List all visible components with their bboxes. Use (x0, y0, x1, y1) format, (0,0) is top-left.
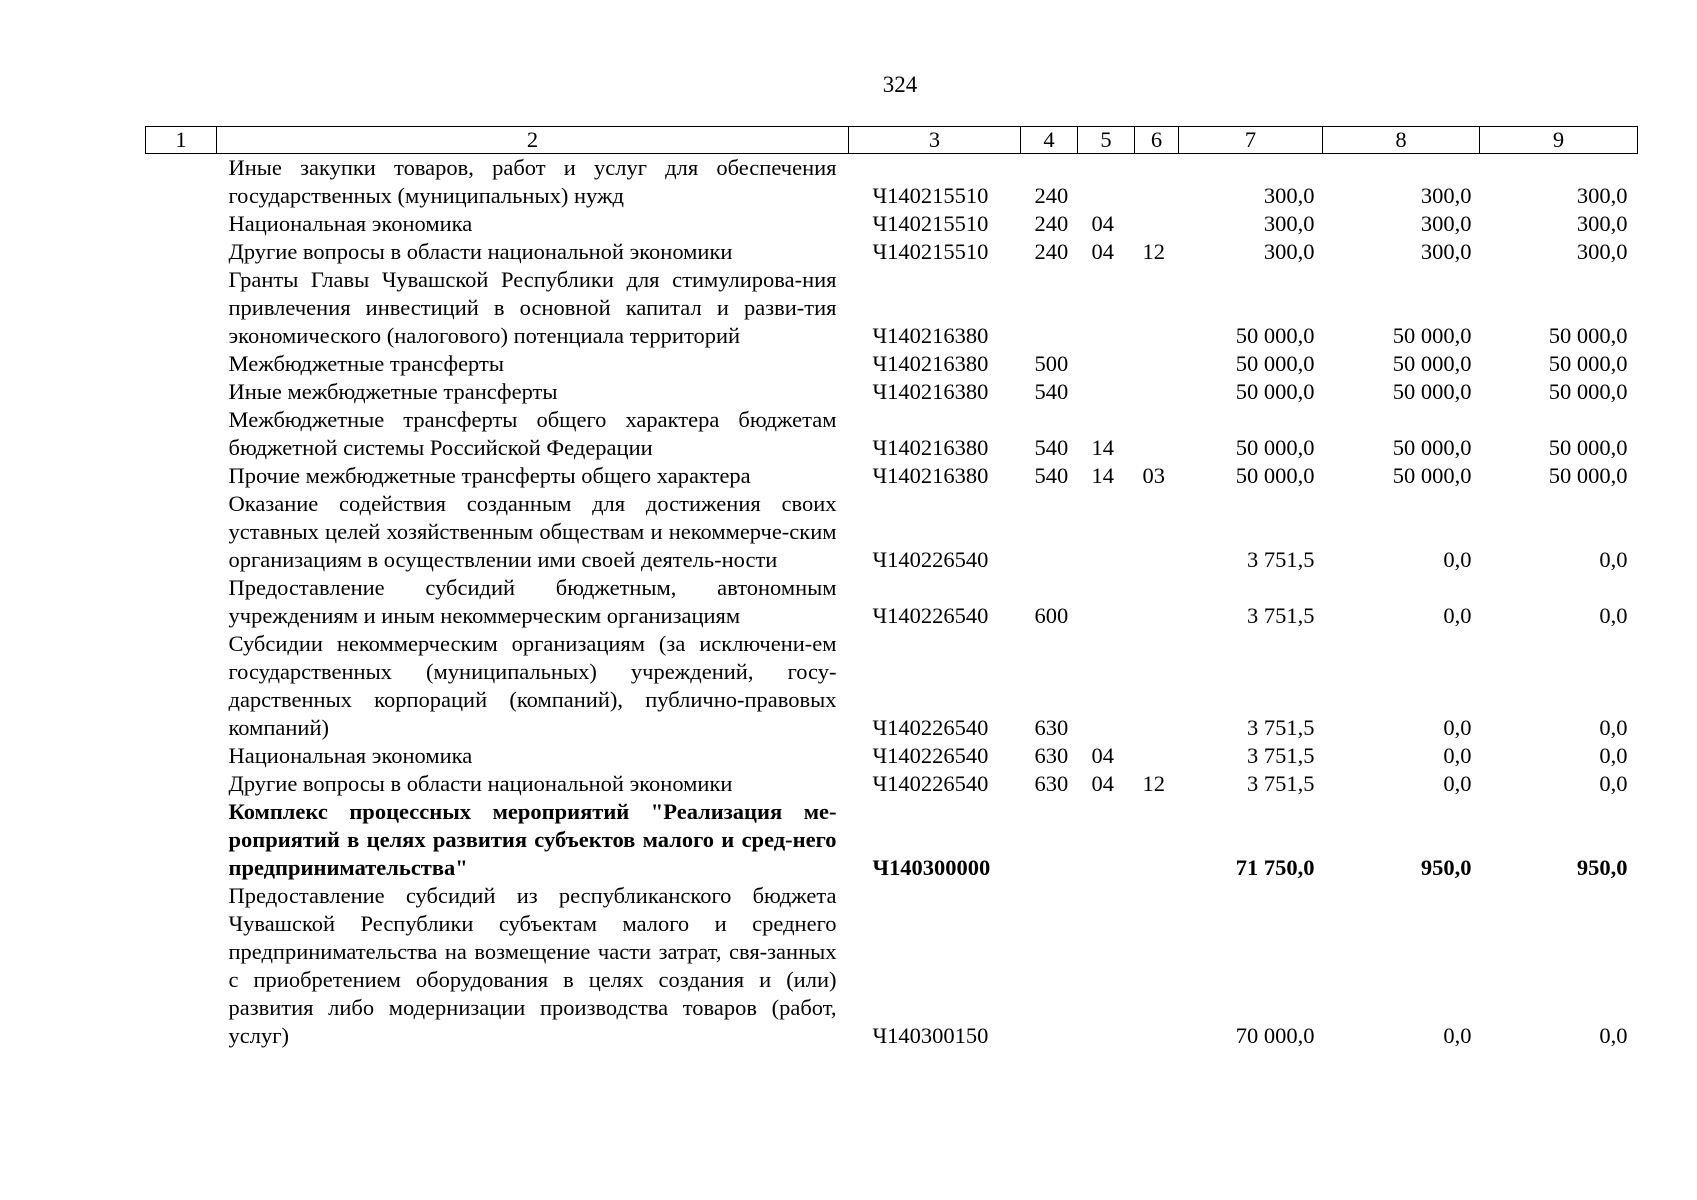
row-amount-2: 50 000,0 (1392, 435, 1472, 460)
row-col-1 (146, 406, 217, 462)
row-amount-2: 300,0 (1420, 211, 1472, 236)
row-amount-1: 3 751,5 (1247, 547, 1315, 572)
row-amount-1: 50 000,0 (1235, 435, 1315, 460)
row-col-1 (146, 742, 217, 770)
row-vr-code: 540 (1034, 463, 1069, 488)
row-rz-code (1078, 798, 1135, 882)
row-name: Межбюджетные трансферты (228, 351, 504, 376)
row-pr-code (1135, 882, 1179, 1050)
header-col-6: 6 (1135, 127, 1179, 154)
row-vr-code: 600 (1034, 603, 1069, 628)
row-pr-code: 12 (1142, 239, 1165, 264)
row-pr-code (1135, 378, 1179, 406)
header-row (146, 127, 1638, 154)
row-amount-1: 3 751,5 (1247, 715, 1315, 740)
row-col-1 (146, 350, 217, 378)
row-col-1 (146, 266, 217, 350)
row-amount-3: 0,0 (1599, 743, 1628, 768)
row-amount-2: 0,0 (1443, 603, 1472, 628)
row-name: Иные межбюджетные трансферты (228, 379, 558, 404)
row-csr-code: Ч140226540 (872, 547, 989, 572)
row-name: Прочие межбюджетные трансферты общего характера (228, 463, 751, 488)
row-csr-code: Ч140215510 (872, 183, 989, 208)
row-rz-code: 14 (1091, 435, 1114, 460)
header-col-7: 7 (1179, 127, 1323, 154)
table-row (146, 406, 1638, 462)
table-row (146, 770, 1638, 798)
row-vr-code: 630 (1034, 715, 1069, 740)
table-row (146, 238, 1638, 266)
row-col-1 (146, 770, 217, 798)
row-rz-code: 04 (1091, 239, 1114, 264)
header-col-4: 4 (1021, 127, 1078, 154)
row-col-1 (146, 462, 217, 490)
row-amount-1: 300,0 (1263, 211, 1315, 236)
row-csr-code: Ч140216380 (872, 351, 989, 376)
table-row (146, 210, 1638, 238)
row-amount-2: 0,0 (1443, 1023, 1472, 1048)
row-rz-code: 14 (1091, 463, 1114, 488)
header-col-3: 3 (849, 127, 1021, 154)
row-col-1 (146, 798, 217, 882)
page-number: 324 (882, 72, 918, 97)
row-amount-3: 0,0 (1599, 771, 1628, 796)
row-amount-1: 50 000,0 (1235, 323, 1315, 348)
row-name: Межбюджетные трансферты общего характера бюджетам бюджетной системы Российской Федерации (228, 407, 837, 460)
table-row (146, 154, 1638, 211)
row-rz-code: 04 (1091, 211, 1114, 236)
table-row (146, 490, 1638, 574)
row-vr-code: 240 (1034, 239, 1069, 264)
row-name: Иные закупки товаров, работ и услуг для обеспечения государственных (муниципальных) нужд (228, 155, 837, 208)
header-col-2: 2 (217, 127, 849, 154)
row-amount-3: 300,0 (1576, 211, 1628, 236)
row-amount-3: 50 000,0 (1548, 323, 1628, 348)
row-name: Национальная экономика (228, 743, 473, 768)
row-amount-1: 70 000,0 (1235, 1023, 1315, 1048)
header-col-8: 8 (1323, 127, 1480, 154)
table-row (146, 574, 1638, 630)
budget-table (145, 126, 1638, 1050)
row-name: Национальная экономика (228, 211, 473, 236)
row-amount-2: 300,0 (1420, 239, 1472, 264)
row-rz-code (1078, 574, 1135, 630)
row-pr-code (1135, 490, 1179, 574)
row-vr-code: 500 (1034, 351, 1069, 376)
row-amount-1: 3 751,5 (1247, 771, 1315, 796)
row-amount-3: 50 000,0 (1548, 463, 1628, 488)
row-amount-1: 50 000,0 (1235, 351, 1315, 376)
row-amount-1: 50 000,0 (1235, 379, 1315, 404)
row-name: Другие вопросы в области национальной экономики (228, 771, 733, 796)
row-amount-3: 50 000,0 (1548, 351, 1628, 376)
row-amount-3: 300,0 (1576, 239, 1628, 264)
row-col-1 (146, 490, 217, 574)
row-vr-code: 240 (1034, 183, 1069, 208)
row-name: Другие вопросы в области национальной экономики (228, 239, 733, 264)
row-csr-code: Ч140226540 (872, 603, 989, 628)
row-name: Комплекс процессных мероприятий "Реализация ме-роприятий в целях развития субъектов малого и сред-него предпринимательства" (228, 799, 837, 880)
table-row (146, 630, 1638, 742)
row-amount-3: 300,0 (1576, 183, 1628, 208)
row-col-1 (146, 882, 217, 1050)
row-csr-code: Ч140300150 (872, 1023, 989, 1048)
row-vr-code: 630 (1034, 743, 1069, 768)
row-vr-code: 540 (1034, 379, 1069, 404)
row-amount-3: 0,0 (1599, 603, 1628, 628)
table-body (146, 154, 1638, 1051)
row-col-1 (146, 378, 217, 406)
row-amount-1: 3 751,5 (1247, 743, 1315, 768)
row-rz-code: 04 (1091, 743, 1114, 768)
row-csr-code: Ч140300000 (872, 855, 991, 880)
row-rz-code (1078, 266, 1135, 350)
table-header (146, 127, 1638, 154)
row-rz-code: 04 (1091, 771, 1114, 796)
row-rz-code (1078, 490, 1135, 574)
row-rz-code (1078, 882, 1135, 1050)
row-name: Гранты Главы Чувашской Республики для стимулирова-ния привлечения инвестиций в основной капитал и разви-тия экономического (налогового) потенциала территорий (228, 267, 837, 348)
table-row (146, 350, 1638, 378)
row-pr-code (1135, 350, 1179, 378)
row-rz-code (1078, 630, 1135, 742)
row-pr-code (1135, 798, 1179, 882)
row-csr-code: Ч140215510 (872, 211, 989, 236)
row-csr-code: Ч140216380 (872, 323, 989, 348)
row-rz-code (1078, 350, 1135, 378)
row-amount-3: 950,0 (1576, 855, 1628, 880)
row-amount-3: 0,0 (1599, 1023, 1628, 1048)
row-amount-2: 950,0 (1420, 855, 1472, 880)
row-amount-3: 0,0 (1599, 547, 1628, 572)
row-name: Предоставление субсидий из республиканского бюджета Чувашской Республики субъектам малого и среднего предпринимательства на возмещение части затрат, свя-занных с приобретением оборудования в целях создания и (или) развития либо модернизации производства товаров (работ, услуг) (228, 883, 837, 1048)
row-vr-code (1021, 490, 1078, 574)
row-amount-3: 50 000,0 (1548, 435, 1628, 460)
row-amount-2: 0,0 (1443, 547, 1472, 572)
row-csr-code: Ч140226540 (872, 771, 989, 796)
row-pr-code (1135, 630, 1179, 742)
row-vr-code: 630 (1034, 771, 1069, 796)
header-col-1: 1 (146, 127, 217, 154)
row-amount-2: 50 000,0 (1392, 351, 1472, 376)
table-row (146, 378, 1638, 406)
row-name: Субсидии некоммерческим организациям (за исключени-ем государственных (муниципальных) учреждений, госу-дарственных корпораций (компаний), публично-правовых компаний) (228, 631, 837, 740)
row-amount-2: 0,0 (1443, 715, 1472, 740)
row-amount-1: 300,0 (1263, 183, 1315, 208)
row-amount-3: 0,0 (1599, 715, 1628, 740)
row-col-1 (146, 574, 217, 630)
row-vr-code (1021, 266, 1078, 350)
row-amount-2: 300,0 (1420, 183, 1472, 208)
row-amount-3: 50 000,0 (1548, 379, 1628, 404)
row-amount-1: 50 000,0 (1235, 463, 1315, 488)
row-amount-2: 0,0 (1443, 743, 1472, 768)
table-row (146, 882, 1638, 1050)
row-rz-code (1078, 154, 1135, 211)
row-pr-code (1135, 742, 1179, 770)
row-csr-code: Ч140216380 (872, 463, 989, 488)
row-csr-code: Ч140215510 (872, 239, 989, 264)
table-row (146, 462, 1638, 490)
row-csr-code: Ч140216380 (872, 379, 989, 404)
row-vr-code (1021, 798, 1078, 882)
row-pr-code (1135, 210, 1179, 238)
row-rz-code (1078, 378, 1135, 406)
row-pr-code (1135, 406, 1179, 462)
row-amount-2: 0,0 (1443, 771, 1472, 796)
row-amount-1: 71 750,0 (1235, 855, 1315, 880)
row-vr-code: 240 (1034, 211, 1069, 236)
row-amount-2: 50 000,0 (1392, 323, 1472, 348)
row-col-1 (146, 154, 217, 211)
row-name: Оказание содействия созданным для достижения своих уставных целей хозяйственным обществам и некоммерче-ским организациям в осуществлении ими своей деятель-ности (228, 491, 837, 572)
row-csr-code: Ч140216380 (872, 435, 989, 460)
row-col-1 (146, 630, 217, 742)
row-amount-2: 50 000,0 (1392, 463, 1472, 488)
row-amount-1: 300,0 (1263, 239, 1315, 264)
row-vr-code (1021, 882, 1078, 1050)
header-col-5: 5 (1078, 127, 1135, 154)
row-csr-code: Ч140226540 (872, 715, 989, 740)
row-name: Предоставление субсидий бюджетным, автономным учреждениям и иным некоммерческим организациям (228, 575, 837, 628)
row-amount-2: 50 000,0 (1392, 379, 1472, 404)
row-amount-1: 3 751,5 (1247, 603, 1315, 628)
row-col-1 (146, 238, 217, 266)
row-csr-code: Ч140226540 (872, 743, 989, 768)
header-col-9: 9 (1480, 127, 1638, 154)
row-pr-code: 12 (1142, 771, 1165, 796)
row-pr-code: 03 (1142, 463, 1165, 488)
row-vr-code: 540 (1034, 435, 1069, 460)
row-pr-code (1135, 574, 1179, 630)
table-row (146, 798, 1638, 882)
table-row (146, 266, 1638, 350)
row-pr-code (1135, 154, 1179, 211)
row-pr-code (1135, 266, 1179, 350)
row-col-1 (146, 210, 217, 238)
table-row (146, 742, 1638, 770)
